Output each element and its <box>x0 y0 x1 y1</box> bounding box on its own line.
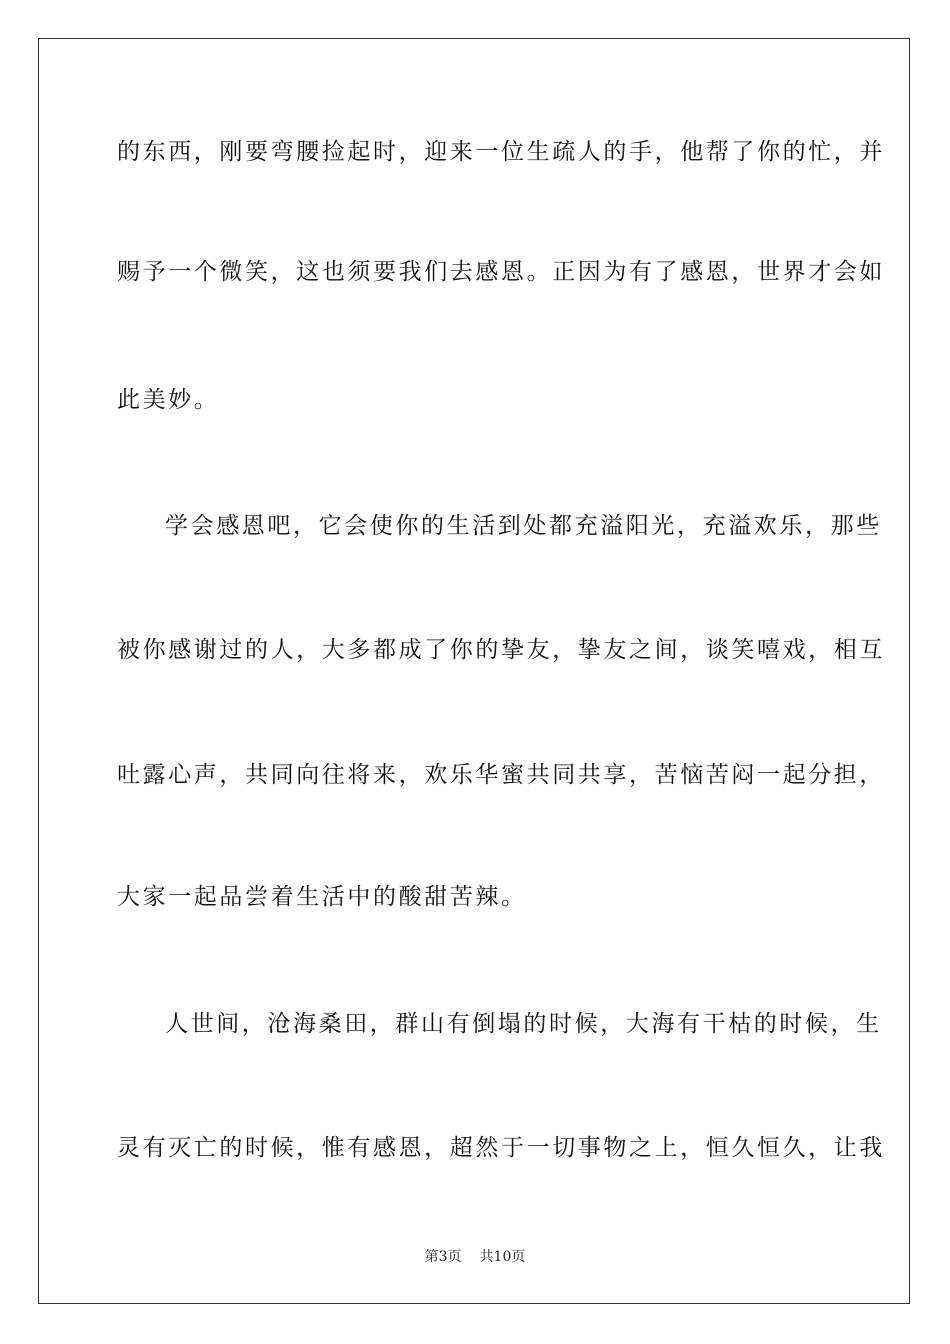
text-line-9: 灵有灭亡的时候，惟有感恩，超然于一切事物之上，恒久恒久，让我 <box>117 1135 885 1161</box>
text-line-6: 吐露心声，共同向往将来，欢乐华蜜共同共享，苦恼苦闷一起分担， <box>117 762 885 788</box>
page-total: 共10页 <box>479 1249 526 1265</box>
page-footer <box>0 1248 950 1266</box>
text-line-8: 人世间，沧海桑田，群山有倒塌的时候，大海有干枯的时候，生 <box>165 1011 882 1037</box>
page-border <box>38 38 910 1304</box>
text-line-2: 赐予一个微笑，这也须要我们去感恩。正因为有了感恩，世界才会如 <box>117 259 885 285</box>
text-line-7: 大家一起品尝着生活中的酸甜苦辣。 <box>117 884 527 910</box>
text-line-5: 被你感谢过的人，大多都成了你的挚友，挚友之间，谈笑嘻戏，相互 <box>117 637 885 663</box>
page-number: 第3页 <box>424 1249 462 1265</box>
text-line-1: 的东西，刚要弯腰捡起时，迎来一位生疏人的手，他帮了你的忙，并 <box>117 139 885 165</box>
text-line-4: 学会感恩吧，它会使你的生活到处都充溢阳光，充溢欢乐，那些 <box>165 513 882 539</box>
text-line-3: 此美妙。 <box>117 387 220 413</box>
